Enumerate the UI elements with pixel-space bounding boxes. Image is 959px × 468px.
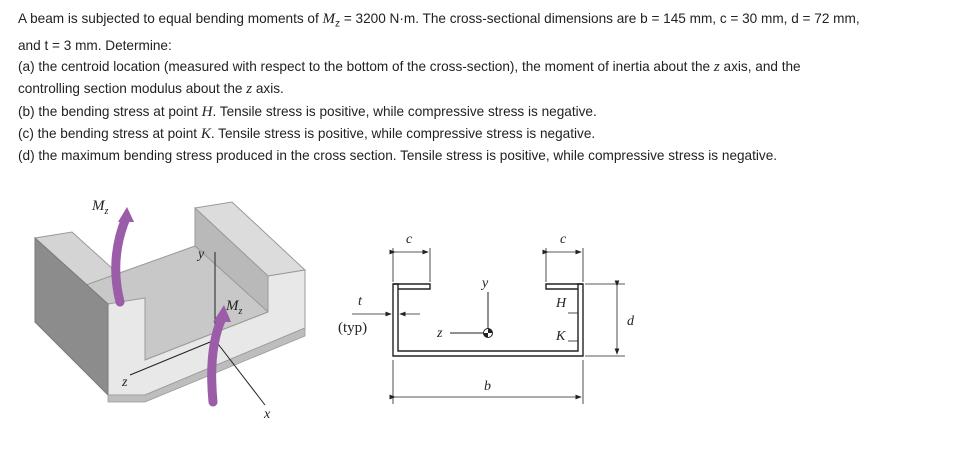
label-b: b bbox=[484, 379, 491, 394]
label-c-right: c bbox=[560, 232, 567, 247]
beam-figure bbox=[0, 190, 959, 463]
beam-3d bbox=[35, 198, 305, 422]
mz-label-back: $M_z$ bbox=[92, 198, 109, 217]
point-k-label: K bbox=[556, 329, 566, 344]
part-c: (c) the bending stress at point K. Tensile stress is positive, while compressive stress is negative. bbox=[18, 125, 596, 142]
part-b: (b) the bending stress at point H. Tensile stress is positive, while compressive stress is negative. bbox=[18, 103, 597, 120]
problem-statement bbox=[18, 8, 948, 166]
part-a-cont: controlling section modulus about the z axis. bbox=[18, 81, 284, 98]
label-d: d bbox=[627, 314, 634, 329]
axis-y-label: y bbox=[198, 247, 205, 262]
section-axis-z-label: z bbox=[437, 326, 443, 341]
point-h-label: H bbox=[556, 296, 567, 311]
part-a: (a) the centroid location (measured with respect to the bottom of the cross-section), the moment of inertia about the z axis, and the bbox=[18, 59, 801, 76]
label-c-left: c bbox=[406, 232, 413, 247]
axis-z-label: z bbox=[122, 375, 128, 390]
problem-line-2: and t = 3 mm. Determine: bbox=[18, 37, 172, 53]
problem-line-1: A beam is subjected to equal bending moments of $M_z = 3200$ N·m. The cross-sectional dimensions are b = 145 mm, c = 30 mm, d = 72 mm, bbox=[18, 11, 860, 30]
mz-label-front: $M_z$ bbox=[226, 298, 243, 317]
section-axis-y-label: y bbox=[482, 276, 489, 291]
label-typ: (typ) bbox=[338, 320, 368, 336]
axis-x-label: x bbox=[264, 407, 271, 422]
moment-arrowhead-back bbox=[118, 207, 134, 222]
label-t: t bbox=[358, 294, 362, 309]
figure-svg bbox=[0, 190, 959, 463]
part-d: (d) the maximum bending stress produced in the cross section. Tensile stress is positive, while compressive stress is negative. bbox=[18, 147, 778, 163]
